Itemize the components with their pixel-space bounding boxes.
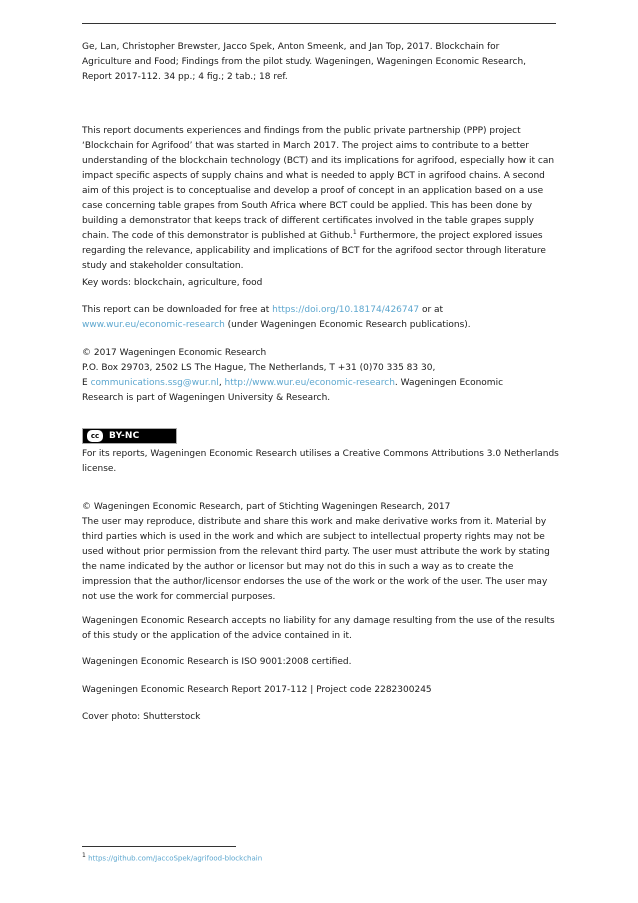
contact-block bbox=[82, 346, 560, 406]
abstract-text-2: Furthermore, the project explored issues regarding the relevance, applicability and implications of BCT for the agrifood sector through literature study and stakeholder consultation. bbox=[82, 231, 546, 271]
citation-line-1: Ge, Lan, Christopher Brewster, Jacco Spek, Anton Smeenk, and Jan Top, 2017. Blockchain for bbox=[82, 42, 500, 52]
contact-address: P.O. Box 29703, 2502 LS The Hague, The Netherlands, T +31 (0)70 335 83 30, bbox=[82, 363, 436, 373]
contact-sep: , bbox=[218, 378, 225, 388]
download-middle: or at bbox=[419, 305, 444, 315]
footnote-ref[interactable]: 1 bbox=[352, 229, 357, 236]
keywords: Key words: blockchain, agriculture, food bbox=[82, 278, 263, 288]
rights-body: The user may reproduce, distribute and share this work and make derivative works from it. Material by third parties which is used in the work and which are subject to intellectual property rights may not be used without prior permission from the relevant third party. The user must attribute the work by stating the name indicated by the author or licensor but may not do this in such a way as to create the impression that the author/licensor endorses the use of the work or the work of the user. The user may not use the work for commercial purposes. bbox=[82, 517, 550, 602]
cover-photo-credit: Cover photo: Shutterstock bbox=[82, 712, 201, 722]
cc-badge-label: BY-NC bbox=[109, 431, 140, 441]
cc-by-nc-badge bbox=[82, 428, 177, 444]
web-link[interactable]: http://www.wur.eu/economic-research bbox=[224, 378, 395, 388]
footnote bbox=[82, 851, 262, 863]
download-suffix: (under Wageningen Economic Research publications). bbox=[224, 320, 471, 330]
citation-block bbox=[82, 40, 560, 85]
rights-copyright: © Wageningen Economic Research, part of Stichting Wageningen Research, 2017 bbox=[82, 502, 451, 512]
abstract-text-1: This report documents experiences and findings from the public private partnership (PPP) project ‘Blockchain for Agrifood’ that was started in March 2017. The project aims to contribute to a better understanding of the blockchain technology (BCT) and its implications for agrifood, especially how it can impact specific aspects of supply chains and what is needed to apply BCT in agrifood chains. A second aim of this project is to conceptualise and develop a proof of concept in an application based on a use case concerning table grapes from South Africa where BCT could be applied. This has been done by building a demonstrator that keeps track of different certificates involved in the table grapes supply chain. The code of this demonstrator is published at Github. bbox=[82, 126, 555, 241]
contact-copyright: © 2017 Wageningen Economic Research bbox=[82, 348, 267, 358]
footnote-rule bbox=[82, 846, 236, 847]
footnote-number: 1 bbox=[82, 852, 86, 859]
license-text: For its reports, Wageningen Economic Research utilises a Creative Commons Attributions 3.0 Netherlands license. bbox=[82, 449, 559, 474]
github-link[interactable]: https://github.com/JaccoSpek/agrifood-blockchain bbox=[88, 854, 263, 863]
report-code-text: Wageningen Economic Research Report 2017-112 | Project code 2282300245 bbox=[82, 685, 432, 695]
rights-block bbox=[82, 500, 560, 605]
website-link[interactable]: www.wur.eu/economic-research bbox=[82, 320, 225, 330]
iso-text: Wageningen Economic Research is ISO 9001:2008 certified. bbox=[82, 657, 352, 667]
citation-line-3: Report 2017-112. 34 pp.; 4 fig.; 2 tab.; 18 ref. bbox=[82, 72, 288, 82]
citation-line-2: Agriculture and Food; Findings from the pilot study. Wageningen, Wageningen Economic Research, bbox=[82, 57, 527, 67]
liability-text: Wageningen Economic Research accepts no liability for any damage resulting from the use of the results of this study or the application of the advice contained in it. bbox=[82, 616, 555, 641]
download-block bbox=[82, 303, 560, 333]
creative-commons-icon: cc bbox=[86, 429, 104, 443]
email-link[interactable]: communications.ssg@wur.nl bbox=[90, 378, 219, 388]
contact-last-line: Research is part of Wageningen University & Research. bbox=[82, 393, 331, 403]
email-prefix: E bbox=[82, 378, 91, 388]
download-prefix: This report can be downloaded for free at bbox=[82, 305, 273, 315]
top-rule bbox=[82, 23, 556, 24]
doi-link[interactable]: https://doi.org/10.18174/426747 bbox=[272, 305, 420, 315]
abstract-paragraph bbox=[82, 124, 560, 274]
contact-after-links: . Wageningen Economic bbox=[394, 378, 504, 388]
